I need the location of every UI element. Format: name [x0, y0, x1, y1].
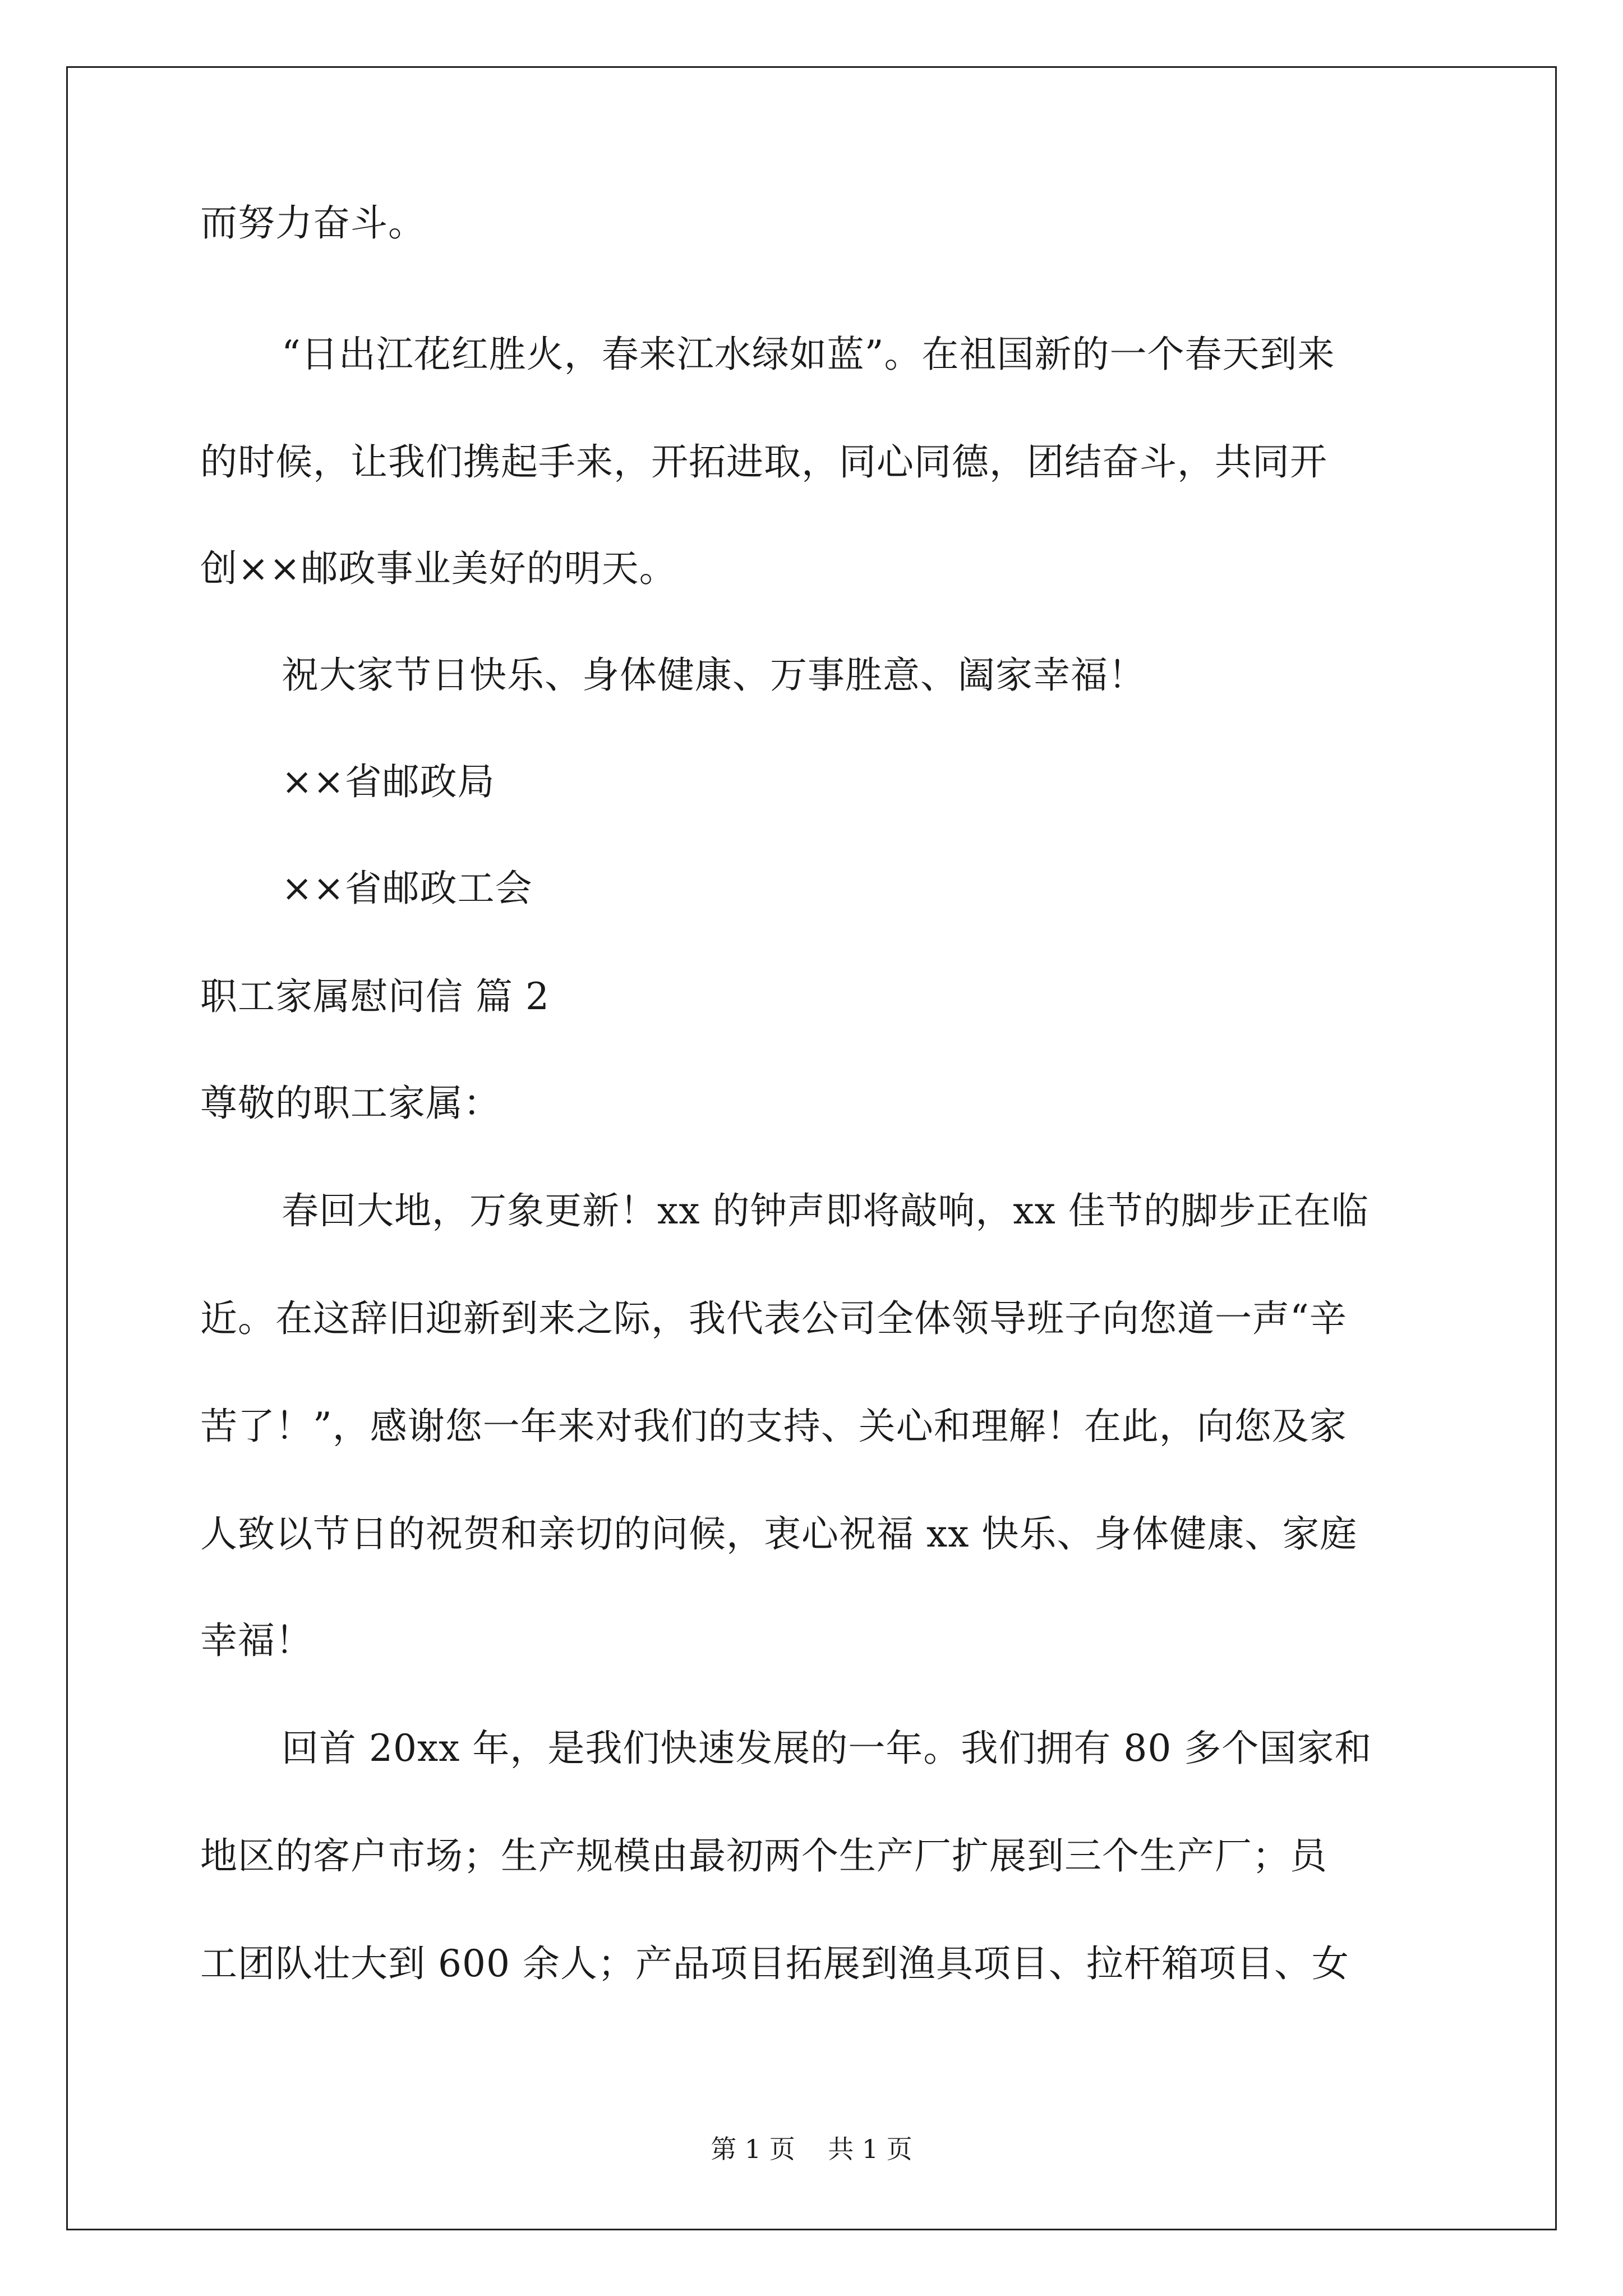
text-line: 人致以节日的祝贺和亲切的问候，衷心祝福 xx 快乐、身体健康、家庭: [200, 1512, 1358, 1556]
text-line: 而努力奋斗。: [200, 201, 426, 245]
text-line: “日出江花红胜火，春来江水绿如蓝”。在祖国新的一个春天到来: [282, 333, 1335, 376]
text-line: 祝大家节日快乐、身体健康、万事胜意、阖家幸福！: [282, 654, 1146, 697]
text-line: 工团队壮大到 600 余人；产品项目拓展到渔具项目、拉杆箱项目、女: [200, 1942, 1349, 1985]
section-heading: 职工家属慰问信 篇 2: [200, 975, 550, 1018]
signature-line: ××省邮政局: [282, 760, 495, 803]
signature-line: ××省邮政工会: [282, 867, 533, 910]
text-line: 地区的客户市场；生产规模由最初两个生产厂扩展到三个生产厂；员: [200, 1834, 1327, 1878]
text-line: 幸福！: [200, 1619, 313, 1662]
page-border: [66, 66, 1557, 2230]
text-line: 苦了！”，感谢您一年来对我们的支持、关心和理解！在此，向您及家: [200, 1405, 1347, 1448]
text-line: 春回大地，万象更新！xx 的钟声即将敲响，xx 佳节的脚步正在临: [282, 1189, 1369, 1232]
text-line: 创××邮政事业美好的明天。: [200, 547, 677, 590]
text-line: 近。在这辞旧迎新到来之际，我代表公司全体领导班子向您道一声“辛: [200, 1297, 1347, 1340]
salutation: 尊敬的职工家属：: [200, 1082, 501, 1125]
text-line: 的时候，让我们携起手来，开拓进取，同心同德，团结奋斗，共同开: [200, 440, 1327, 484]
page-footer: 第 1 页 共 1 页: [711, 2134, 912, 2164]
text-line: 回首 20xx 年，是我们快速发展的一年。我们拥有 80 多个国家和: [282, 1727, 1372, 1770]
